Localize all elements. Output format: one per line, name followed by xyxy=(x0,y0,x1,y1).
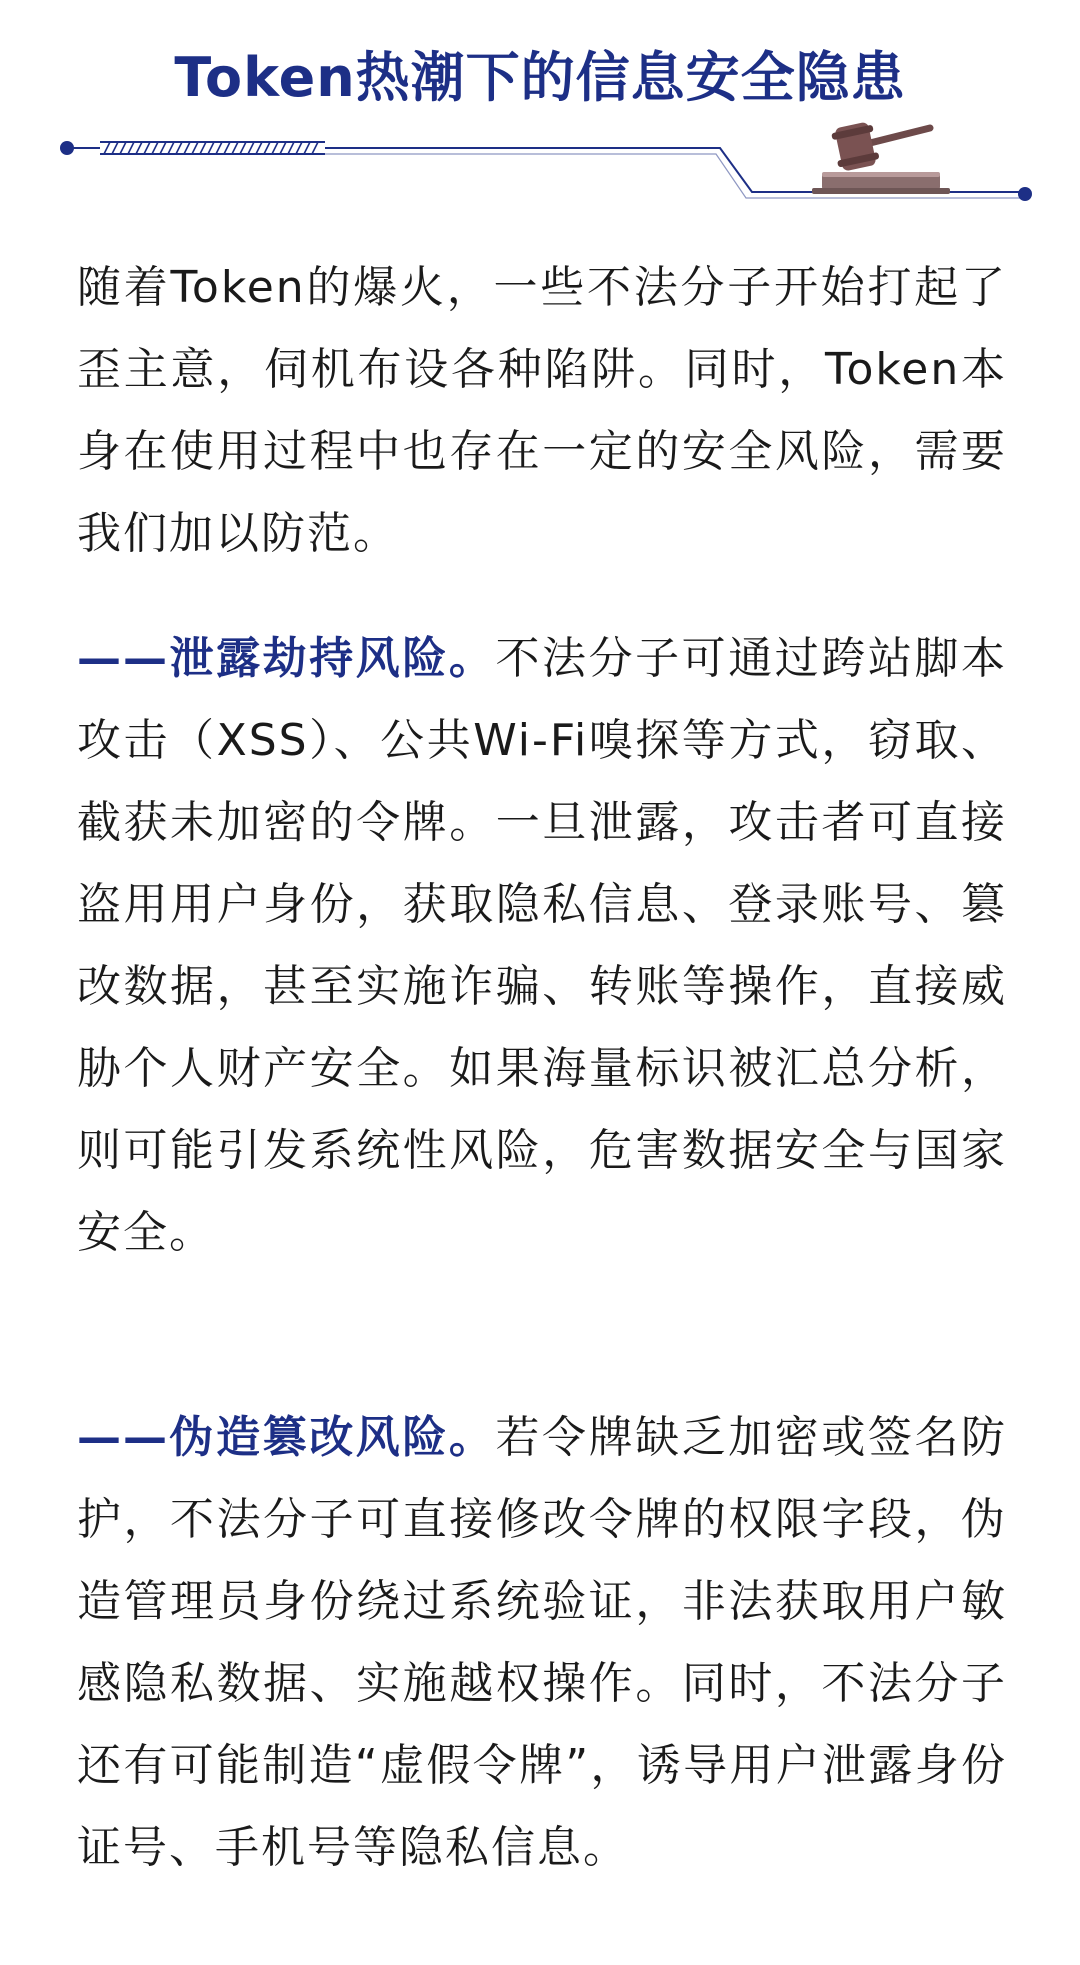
intro-paragraph xyxy=(77,247,1007,575)
section-body: 若令牌缺乏加密或签名防护，不法分子可直接修改令牌的权限字段，伪造管理员身份绕过系统验证，非法获取用户敏感隐私数据、实施越权操作。同时，不法分子还有可能制造“虚假令牌”，诱导用户泄露身份证号、手机号等隐私信息。 xyxy=(77,1412,1008,1873)
gavel-icon xyxy=(812,121,950,194)
section-heading: ——泄露劫持风险。 xyxy=(77,633,496,684)
section-forgery-tamper xyxy=(77,1397,1007,1889)
article-title: Token热潮下的信息安全隐患 xyxy=(174,46,906,109)
section-body: 不法分子可通过跨站脚本攻击（XSS）、公共Wi-Fi嗅探等方式，窃取、截获未加密的令牌。一旦泄露，攻击者可直接盗用用户身份，获取隐私信息、登录账号、篡改数据，甚至实施诈骗、转账等操作，直接威胁个人财产安全。如果海量标识被汇总分析，则可能引发系统性风险，危害数据安全与国家安全。 xyxy=(77,633,1008,1258)
section-heading: ——伪造篡改风险。 xyxy=(77,1412,496,1463)
intro-text: 随着Token的爆火，一些不法分子开始打起了歪主意，伺机布设各种陷阱。同时，Token本身在使用过程中也存在一定的安全风险，需要我们加以防范。 xyxy=(77,262,1007,559)
title-divider xyxy=(0,110,1080,210)
section-leak-hijack xyxy=(77,618,1007,1274)
